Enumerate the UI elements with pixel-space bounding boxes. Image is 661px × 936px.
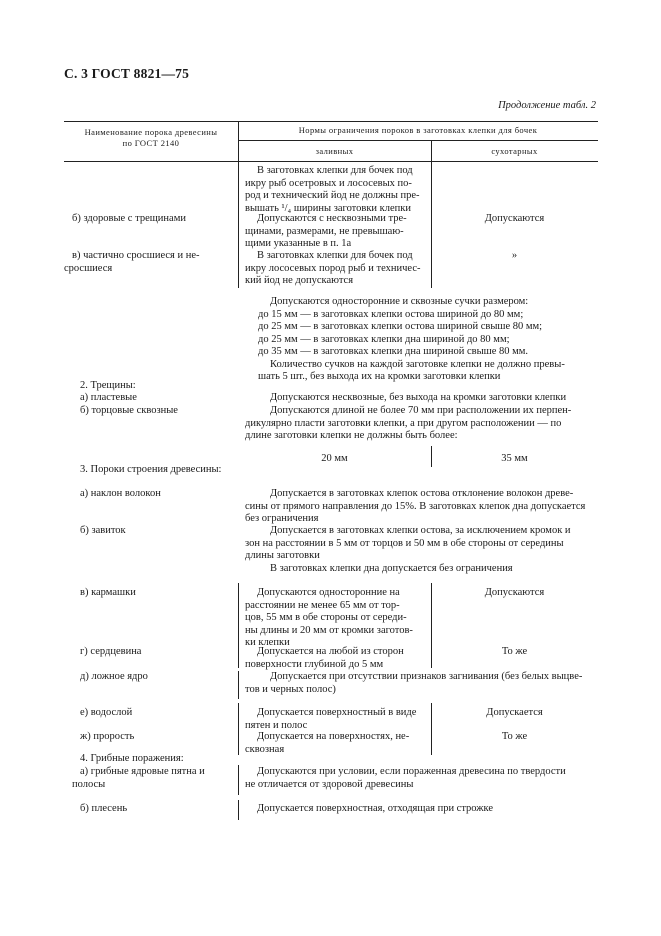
cell-line: Количество сучков на каждой заготовке клепки не должно превы-	[270, 358, 565, 370]
table-top-rule	[64, 121, 598, 122]
cell-line: зон на расстоянии в 5 мм от торцов и 50 мм в обе стороны от середины	[245, 537, 564, 549]
col-divider-1-g	[238, 800, 239, 820]
cell-line: тов и черных полос)	[245, 683, 336, 695]
header-group-rule	[238, 140, 598, 141]
cell-text: Допускается	[486, 707, 543, 718]
spanning-cell-text: Допускаются несквозные, без выхода на кромки заготовки клепки	[270, 392, 567, 403]
cell-line: щинами, размерами, не превышаю-	[245, 225, 404, 237]
col-divider-1-e	[238, 703, 239, 755]
cell-text: Допускаются	[484, 587, 545, 598]
cell-text	[245, 707, 416, 732]
cell-text	[245, 250, 420, 288]
cell-line: Допускается на любой из сторон	[257, 646, 404, 657]
cell-line: Допускается поверхностный в виде	[257, 707, 417, 718]
defect-name: а) наклон волокон	[80, 488, 161, 499]
col-divider-1-c	[238, 583, 239, 668]
cell-line: В заготовках клепки для бочек под	[257, 165, 413, 176]
defect-name-line: полосы	[72, 778, 106, 790]
cell-line: длины заготовки	[245, 550, 320, 561]
cell-line: Допускаются при условии, если пораженная древесина по твердости	[257, 766, 566, 777]
cell-line: В заготовках клепки для бочек под	[257, 250, 413, 261]
cell-line: Допускается при отсутствии признаков загнивания (без белых выцве-	[270, 671, 583, 682]
defect-name	[72, 766, 205, 791]
page-header: С. 3 ГОСТ 8821—75	[64, 66, 190, 81]
spanning-cell-text: Допускается поверхностная, отходящая при строжке	[257, 803, 494, 814]
defect-name: е) водослой	[80, 707, 133, 718]
defect-name-line: сросшиеся	[64, 262, 113, 274]
cell-line: В заготовках клепки дна допускается без ограничения	[270, 562, 513, 574]
cell-text	[245, 731, 409, 756]
defect-name: ж) прорость	[80, 731, 135, 742]
cell-line: Допускаются с несквозными тре-	[257, 213, 407, 224]
defect-name: б) плесень	[80, 803, 128, 814]
spanning-cell-text	[245, 488, 585, 526]
section-title: 4. Грибные поражения:	[80, 753, 184, 764]
defect-name-line: а) грибные ядровые пятна и	[80, 766, 205, 777]
col-divider-1-f	[238, 765, 239, 795]
spanning-cell-text	[245, 671, 582, 696]
cell-text: 20 мм	[321, 453, 348, 464]
cell-text	[245, 646, 404, 671]
cell-line: Допускается в заготовках клепок остова отклонение волокон древе-	[270, 488, 574, 499]
defect-name	[64, 250, 200, 275]
cell-line: сины от прямого направления до 15%. В заготовках клепок дна допускается	[245, 500, 586, 512]
cell-line: Допускаются односторонние и сквозные сучки размером:	[270, 296, 529, 307]
cell-line: до 35 мм — в заготовках клепки дна шириной свыше 80 мм.	[258, 346, 529, 357]
cell-text: »	[511, 250, 518, 261]
cell-line: дикулярно пласти заготовки клепки, а при другом расположении — по	[245, 417, 562, 429]
cell-line: без ограничения	[245, 513, 319, 524]
cell-line: Допускаются односторонние на	[257, 587, 400, 598]
header-group-norms: Нормы ограничения пороков в заготовках клепки для бочек	[298, 125, 538, 135]
cell-text	[245, 587, 413, 650]
spanning-cell-text	[245, 405, 571, 443]
cell-line: икру рыб осетровых и лососевых по-	[245, 177, 412, 189]
cell-line: Допускаются длиной не более 70 мм при расположении их перпен-	[270, 405, 572, 416]
cell-line: вышать ¹/₄ ширины заготовки клепки	[245, 202, 412, 214]
defect-name: б) торцовые сквозные	[80, 405, 178, 416]
cell-text	[245, 213, 407, 251]
cell-line: ны длины и 20 мм от кромки заготов-	[245, 624, 413, 636]
cell-line: до 25 мм — в заготовках клепки остова шириной свыше 80 мм;	[258, 321, 543, 332]
cell-line: до 25 мм — в заготовках клепки дна шириной до 80 мм;	[258, 333, 510, 345]
cell-line: Допускается на поверхностях, не-	[257, 731, 410, 742]
cell-line: кий йод не допускаются	[245, 275, 354, 286]
header-col-defect-name	[64, 127, 238, 149]
cell-text: Допускаются	[484, 213, 545, 224]
cell-line: икру лососевых пород рыб и техничес-	[245, 262, 421, 274]
spanning-cell-text	[245, 766, 566, 791]
cell-text: 35 мм	[501, 453, 528, 464]
cell-line: ки клепки	[245, 637, 290, 648]
table-continuation-label: Продолжение табл. 2	[498, 100, 596, 111]
defect-name: д) ложное ядро	[80, 671, 148, 682]
cell-text: То же	[501, 731, 528, 742]
defect-name: в) кармашки	[80, 587, 136, 598]
header-col-defect-name-line: Наименование порока древесины	[84, 127, 218, 137]
header-col-liquid-barrels: заливных	[315, 146, 354, 156]
defect-name: а) пластевые	[80, 392, 137, 403]
cell-text: То же	[501, 646, 528, 657]
section-title: 2. Трещины:	[80, 380, 136, 391]
cell-line: род и технический йод не должны пре-	[245, 190, 420, 201]
cell-text	[245, 165, 420, 215]
cell-line: цов, 55 мм в обе стороны от середи-	[245, 612, 407, 623]
cell-line: шать 5 шт., без выхода их на кромки заготовки клепки	[258, 371, 501, 382]
col-divider-1-d	[238, 671, 239, 699]
cell-line: поверхности глубиной до 5 мм	[245, 658, 384, 670]
cell-line: расстоянии не менее 65 мм от тор-	[245, 599, 400, 611]
defect-name: б) здоровые с трещинами	[72, 213, 186, 224]
col-divider-1-a	[238, 161, 239, 288]
section-title: 3. Пороки строения древесины:	[80, 464, 222, 475]
header-col-dry-barrels: сухотарных	[491, 146, 538, 156]
spanning-cell-text	[258, 296, 565, 384]
cell-line: сквозная	[245, 743, 285, 755]
cell-line: пятен и полос	[245, 719, 308, 731]
defect-name: г) сердцевина	[80, 646, 142, 657]
cell-line: длине заготовки клепки не должны быть более:	[245, 430, 458, 441]
cell-line: до 15 мм — в заготовках клепки остова шириной до 80 мм;	[258, 308, 524, 320]
defect-name-line: в) частично сросшиеся и не-	[72, 250, 200, 261]
cell-line: Допускается в заготовках клепки остова, за исключением кромок и	[270, 525, 571, 536]
cell-line: не отличается от здоровой древесины	[245, 778, 414, 790]
cell-line: щими указанные в п. 1а	[245, 238, 352, 249]
spanning-cell-text	[245, 525, 571, 575]
defect-name: б) завиток	[80, 525, 126, 536]
header-bottom-rule	[64, 161, 598, 162]
header-col-defect-name-line: по ГОСТ 2140	[122, 138, 180, 148]
